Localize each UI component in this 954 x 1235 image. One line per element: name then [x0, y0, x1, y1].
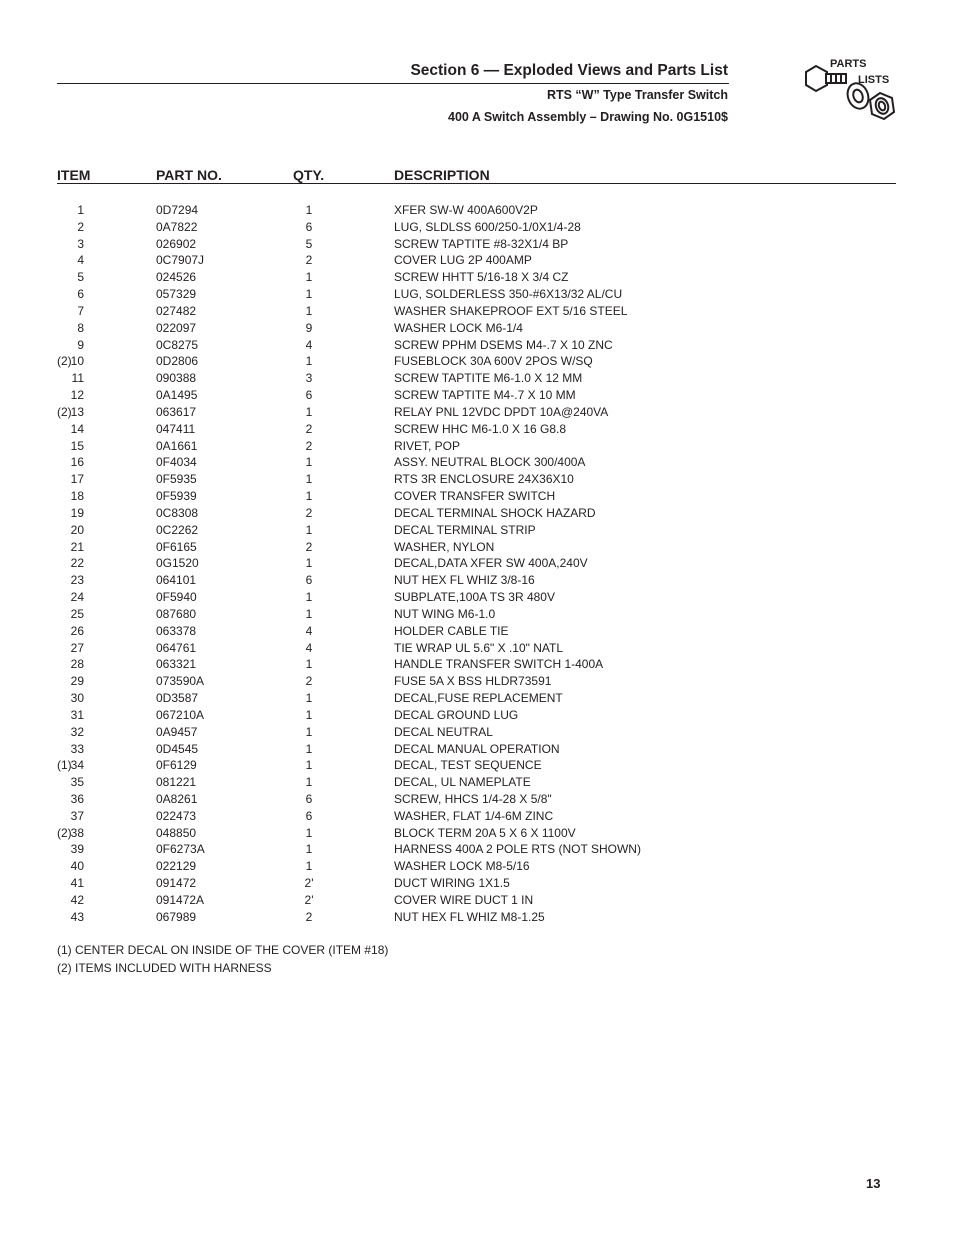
description: COVER WIRE DUCT 1 IN [394, 892, 534, 907]
quantity: 6 [305, 808, 313, 823]
description: DECAL TERMINAL STRIP [394, 522, 536, 537]
item-number: 2 [77, 219, 84, 234]
quantity: 1 [305, 758, 313, 773]
description: SCREW HHC M6-1.0 X 16 G8.8 [394, 421, 567, 436]
quantity: 2' [304, 876, 314, 891]
part-number: 087680 [156, 606, 197, 621]
part-number: 091472A [156, 892, 205, 907]
table-row [0, 825, 954, 842]
description: WASHER LOCK M6-1/4 [394, 320, 523, 335]
quantity: 1 [305, 775, 313, 790]
table-row [0, 724, 954, 741]
item-number: 21 [70, 539, 84, 554]
table-row [0, 353, 954, 370]
description: SCREW PPHM DSEMS M4-.7 X 10 ZNC [394, 337, 613, 352]
item-number: 17 [70, 472, 84, 487]
part-number: 0F5939 [156, 489, 197, 504]
quantity: 1 [305, 270, 313, 285]
quantity: 4 [305, 337, 313, 352]
item-number: 35 [70, 775, 84, 790]
quantity: 1 [305, 724, 313, 739]
part-number: 0A1661 [156, 438, 198, 453]
description: COVER TRANSFER SWITCH [394, 489, 556, 504]
column-header-item: ITEM [57, 167, 91, 183]
quantity: 1 [305, 455, 313, 470]
quantity: 1 [305, 303, 313, 318]
part-number: 0C8275 [156, 337, 199, 352]
table-row [0, 791, 954, 808]
part-number: 048850 [156, 825, 197, 840]
table-header-rule [57, 183, 896, 184]
quantity: 2 [305, 421, 313, 436]
item-number: 32 [70, 724, 84, 739]
item-number: 15 [70, 438, 84, 453]
quantity: 9 [305, 320, 313, 335]
quantity: 1 [305, 203, 313, 217]
table-row [0, 741, 954, 758]
part-number: 081221 [156, 775, 197, 790]
part-number: 0A9457 [156, 724, 198, 739]
part-number: 0A1495 [156, 388, 198, 403]
footnotes [57, 942, 388, 977]
item-number: 16 [70, 455, 84, 470]
table-row [0, 404, 954, 421]
table-row [0, 421, 954, 438]
item-number: 12 [70, 388, 84, 403]
description: SCREW, HHCS 1/4-28 X 5/8" [394, 791, 552, 806]
part-number: 091472 [156, 876, 197, 891]
item-number: 36 [70, 791, 84, 806]
part-number: 0C8308 [156, 505, 199, 520]
quantity: 2 [305, 438, 313, 453]
table-row [0, 673, 954, 690]
part-number: 027482 [156, 303, 197, 318]
part-number: 0G1520 [156, 556, 199, 571]
table-row [0, 370, 954, 387]
quantity: 1 [305, 489, 313, 504]
table-row [0, 488, 954, 505]
table-row [0, 236, 954, 253]
item-number: 27 [70, 640, 84, 655]
part-number: 024526 [156, 270, 197, 285]
quantity: 1 [305, 859, 313, 874]
quantity: 1 [305, 606, 313, 621]
quantity: 2 [305, 909, 313, 924]
table-row [0, 303, 954, 320]
item-number: 4 [77, 253, 84, 268]
part-number: 0A8261 [156, 791, 198, 806]
description: DECAL, TEST SEQUENCE [394, 758, 542, 773]
item-number: 34 [70, 758, 84, 773]
item-number: 24 [70, 590, 84, 605]
part-number: 0F6129 [156, 758, 197, 773]
part-number: 026902 [156, 236, 197, 251]
description: WASHER SHAKEPROOF EXT 5/16 STEEL [394, 303, 628, 318]
part-number: 022097 [156, 320, 197, 335]
table-row [0, 454, 954, 471]
item-number: 8 [77, 320, 84, 335]
quantity: 1 [305, 287, 313, 302]
quantity: 6 [305, 219, 313, 234]
item-number: 26 [70, 623, 84, 638]
quantity: 1 [305, 556, 313, 571]
item-number: 38 [70, 825, 84, 840]
quantity: 1 [305, 842, 313, 857]
part-number: 0D7294 [156, 203, 199, 217]
quantity: 1 [305, 590, 313, 605]
item-number: 25 [70, 606, 84, 621]
part-number: 0C2262 [156, 522, 199, 537]
part-number: 090388 [156, 371, 197, 386]
part-number: 063617 [156, 404, 197, 419]
table-row [0, 438, 954, 455]
drawing-title: 400 A Switch Assembly – Drawing No. 0G1510$ [448, 110, 728, 124]
table-row [0, 841, 954, 858]
part-number: 067989 [156, 909, 197, 924]
table-row [0, 640, 954, 657]
table-row [0, 505, 954, 522]
item-number: 7 [77, 303, 84, 318]
part-number: 067210A [156, 707, 205, 722]
item-number: 29 [70, 674, 84, 689]
quantity: 1 [305, 522, 313, 537]
column-header-part-no: PART NO. [156, 167, 222, 183]
column-header-description: DESCRIPTION [394, 167, 490, 183]
item-number: 18 [70, 489, 84, 504]
item-number: 33 [70, 741, 84, 756]
item-number: 1 [77, 203, 84, 217]
quantity: 1 [305, 472, 313, 487]
table-row [0, 320, 954, 337]
table-row [0, 522, 954, 539]
item-number: 39 [70, 842, 84, 857]
table-row [0, 774, 954, 791]
footnote-marker: (2) [57, 404, 72, 419]
part-number: 0F6165 [156, 539, 197, 554]
description: FUSEBLOCK 30A 600V 2POS W/SQ [394, 354, 593, 369]
table-row [0, 555, 954, 572]
description: RIVET, POP [394, 438, 461, 453]
item-number: 43 [70, 909, 84, 924]
quantity: 1 [305, 825, 313, 840]
item-number: 9 [77, 337, 84, 352]
quantity: 3 [305, 371, 313, 386]
description: DECAL MANUAL OPERATION [394, 741, 560, 756]
footnote-marker: (1) [57, 758, 72, 773]
item-number: 19 [70, 505, 84, 520]
description: SCREW TAPTITE M6-1.0 X 12 MM [394, 371, 583, 386]
description: HARNESS 400A 2 POLE RTS (NOT SHOWN) [394, 842, 641, 857]
part-number: 0D2806 [156, 354, 199, 369]
table-row [0, 808, 954, 825]
description: WASHER, NYLON [394, 539, 495, 554]
table-row [0, 875, 954, 892]
quantity: 1 [305, 354, 313, 369]
table-row [0, 606, 954, 623]
description: WASHER, FLAT 1/4-6M ZINC [394, 808, 554, 823]
quantity: 2 [305, 539, 313, 554]
description: NUT HEX FL WHIZ 3/8-16 [394, 573, 535, 588]
quantity: 1 [305, 404, 313, 419]
quantity: 5 [305, 236, 313, 251]
quantity: 2' [304, 892, 314, 907]
column-header-qty: QTY. [293, 167, 325, 183]
part-number: 073590A [156, 674, 205, 689]
table-row [0, 387, 954, 404]
item-number: 6 [77, 287, 84, 302]
quantity: 4 [305, 640, 313, 655]
description: SCREW TAPTITE M4-.7 X 10 MM [394, 388, 576, 403]
table-row [0, 252, 954, 269]
table-row [0, 202, 954, 219]
description: BLOCK TERM 20A 5 X 6 X 1100V [394, 825, 576, 840]
table-row [0, 572, 954, 589]
item-number: 11 [71, 371, 84, 386]
description: ASSY. NEUTRAL BLOCK 300/400A [394, 455, 586, 470]
parts-lists-logo [802, 56, 898, 132]
item-number: 30 [70, 691, 84, 706]
item-number: 28 [70, 657, 84, 672]
table-row [0, 892, 954, 909]
table-row [0, 656, 954, 673]
table-row [0, 539, 954, 556]
part-number: 0F5940 [156, 590, 197, 605]
table-row [0, 269, 954, 286]
part-number: 0F5935 [156, 472, 197, 487]
description: DECAL,DATA XFER SW 400A,240V [394, 556, 588, 571]
description: LUG, SOLDERLESS 350-#6X13/32 AL/CU [394, 287, 623, 302]
description: LUG, SLDLSS 600/250-1/0X1/4-28 [394, 219, 581, 234]
part-number: 057329 [156, 287, 197, 302]
description: NUT WING M6-1.0 [394, 606, 496, 621]
item-number: 41 [70, 876, 84, 891]
part-number: 0D4545 [156, 741, 199, 756]
item-number: 14 [70, 421, 84, 436]
page-number: 13 [866, 1176, 881, 1191]
footnote-marker: (2) [57, 354, 72, 369]
footnote-marker: (2) [57, 825, 72, 840]
quantity: 1 [305, 691, 313, 706]
item-number: 31 [70, 707, 84, 722]
parts-table-body [0, 202, 954, 926]
table-row [0, 623, 954, 640]
description: DECAL NEUTRAL [394, 724, 493, 739]
item-number: 5 [77, 270, 84, 285]
part-number: 047411 [156, 421, 196, 436]
quantity: 2 [305, 674, 313, 689]
description: SUBPLATE,100A TS 3R 480V [394, 590, 555, 605]
part-number: 0D3587 [156, 691, 199, 706]
quantity: 1 [305, 741, 313, 756]
item-number: 20 [70, 522, 84, 537]
logo-line-1: PARTS [830, 58, 867, 70]
item-number: 13 [70, 404, 84, 419]
part-number: 022473 [156, 808, 197, 823]
table-row [0, 707, 954, 724]
part-number: 064101 [156, 573, 197, 588]
description: DECAL GROUND LUG [394, 707, 519, 722]
part-number: 0A7822 [156, 219, 198, 234]
description: RTS 3R ENCLOSURE 24X36X10 [394, 472, 574, 487]
quantity: 6 [305, 573, 313, 588]
table-row [0, 909, 954, 926]
item-number: 3 [77, 236, 84, 251]
quantity: 6 [305, 791, 313, 806]
part-number: 0F4034 [156, 455, 197, 470]
table-row [0, 589, 954, 606]
logo-line-2: LISTS [858, 74, 890, 86]
quantity: 2 [305, 505, 313, 520]
document-subtitle: RTS “W” Type Transfer Switch [546, 88, 728, 102]
part-number: 022129 [156, 859, 197, 874]
footnote-2: (2) ITEMS INCLUDED WITH HARNESS [57, 960, 272, 975]
description: HANDLE TRANSFER SWITCH 1-400A [394, 657, 604, 672]
table-row [0, 219, 954, 236]
description: NUT HEX FL WHIZ M8-1.25 [394, 909, 545, 924]
table-row [0, 757, 954, 774]
description: FUSE 5A X BSS HLDR73591 [394, 674, 552, 689]
description: SCREW TAPTITE #8-32X1/4 BP [394, 236, 569, 251]
quantity: 4 [305, 623, 313, 638]
part-number: 063378 [156, 623, 197, 638]
part-number: 0C7907J [156, 253, 205, 268]
description: XFER SW-W 400A600V2P [394, 203, 538, 217]
quantity: 1 [305, 707, 313, 722]
footnote-1: (1) CENTER DECAL ON INSIDE OF THE COVER (ITEM #18) [57, 943, 389, 957]
item-number: 42 [70, 892, 84, 907]
description: SCREW HHTT 5/16-18 X 3/4 CZ [394, 270, 569, 285]
item-number: 40 [70, 859, 84, 874]
section-title: Section 6 — Exploded Views and Parts List [410, 62, 728, 79]
description: DUCT WIRING 1X1.5 [394, 876, 510, 891]
table-row [0, 471, 954, 488]
table-row [0, 337, 954, 354]
description: DECAL,FUSE REPLACEMENT [394, 691, 563, 706]
quantity: 2 [305, 253, 313, 268]
table-row [0, 286, 954, 303]
item-number: 37 [70, 808, 84, 823]
table-row [0, 690, 954, 707]
part-number: 0F6273A [156, 842, 205, 857]
item-number: 10 [70, 354, 84, 369]
quantity: 1 [305, 657, 313, 672]
item-number: 23 [70, 573, 84, 588]
description: WASHER LOCK M8-5/16 [394, 859, 530, 874]
description: DECAL TERMINAL SHOCK HAZARD [394, 505, 596, 520]
item-number: 22 [70, 556, 84, 571]
description: HOLDER CABLE TIE [394, 623, 509, 638]
quantity: 6 [305, 388, 313, 403]
header-rule [57, 83, 729, 84]
part-number: 064761 [156, 640, 197, 655]
description: RELAY PNL 12VDC DPDT 10A@240VA [394, 404, 609, 419]
table-row [0, 858, 954, 875]
description: TIE WRAP UL 5.6" X .10" NATL [394, 640, 564, 655]
description: DECAL, UL NAMEPLATE [394, 775, 531, 790]
description: COVER LUG 2P 400AMP [394, 253, 532, 268]
part-number: 063321 [156, 657, 197, 672]
